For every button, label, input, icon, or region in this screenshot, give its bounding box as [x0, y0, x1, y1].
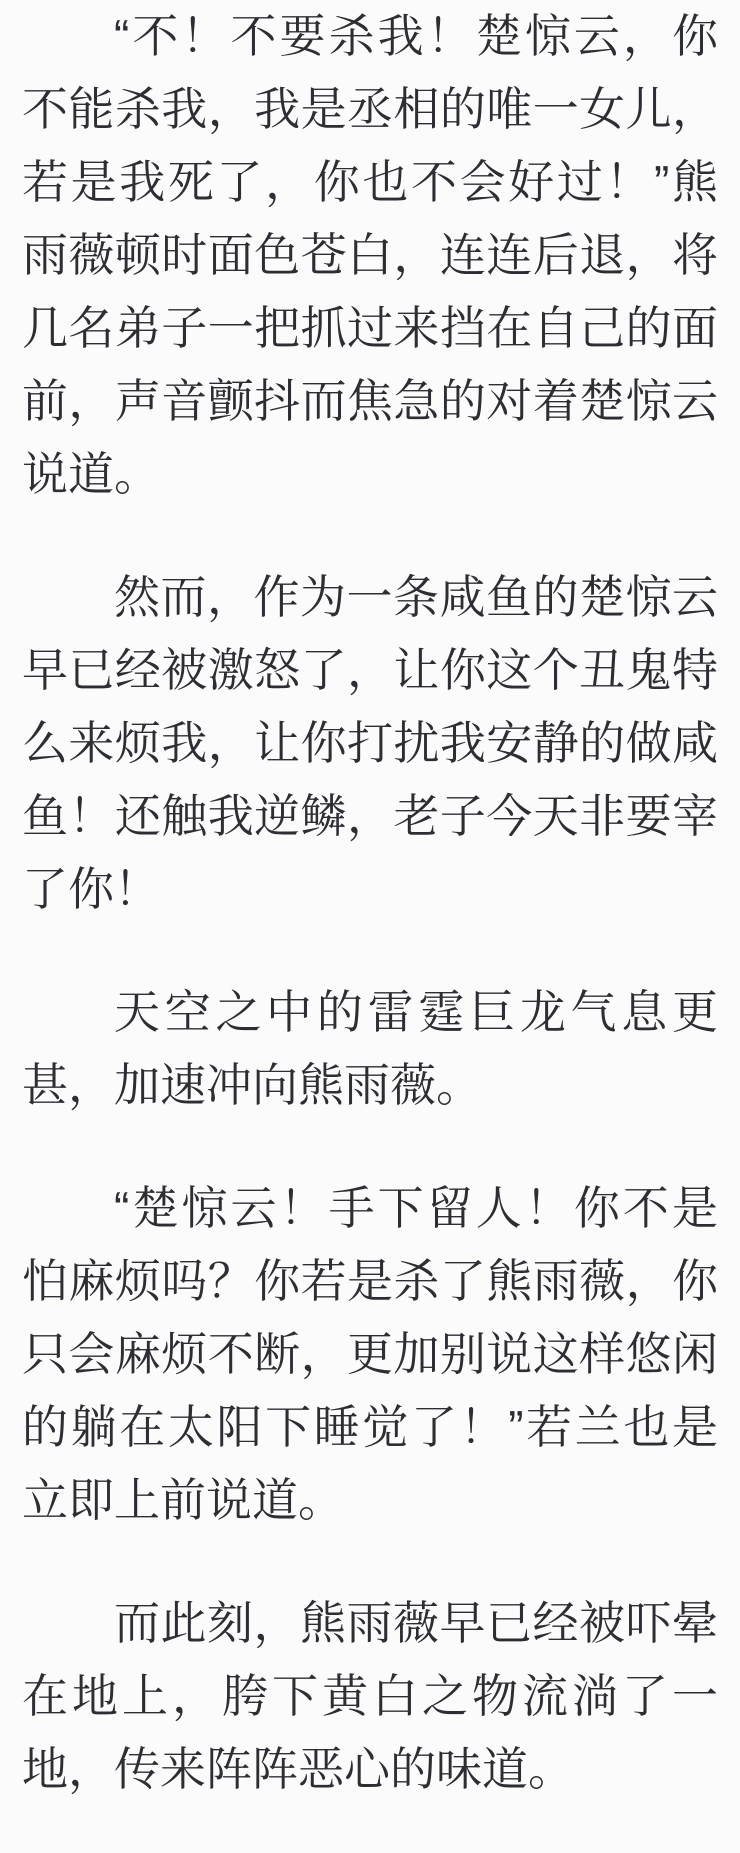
novel-paragraph: 而此刻，熊雨薇早已经被吓晕在地上，胯下黄白之物流淌了一地，传来阵阵恶心的味道。	[22, 1597, 718, 1795]
novel-paragraph: “不！不要杀我！楚惊云，你不能杀我，我是丞相的唯一女儿，若是我死了，你也不会好过！”熊雨薇顿时面色苍白，连连后退，将几名弟子一把抓过来挡在自己的面前，声音颤抖而焦急的对着楚惊云说道。	[22, 10, 718, 500]
novel-paragraph: 天空之中的雷霆巨龙气息更甚，加速冲向熊雨薇。	[22, 986, 718, 1111]
novel-paragraph: “楚惊云！手下留人！你不是怕麻烦吗？你若是杀了熊雨薇，你只会麻烦不断，更加别说这样悠闲的躺在太阳下睡觉了！”若兰也是立即上前说道。	[22, 1182, 718, 1526]
chapter-text	[22, 0, 718, 1806]
novel-paragraph: 然而，作为一条咸鱼的楚惊云早已经被激怒了，让你这个丑鬼特么来烦我，让你打扰我安静的做咸鱼！还触我逆鳞，老子今天非要宰了你！	[22, 571, 718, 915]
